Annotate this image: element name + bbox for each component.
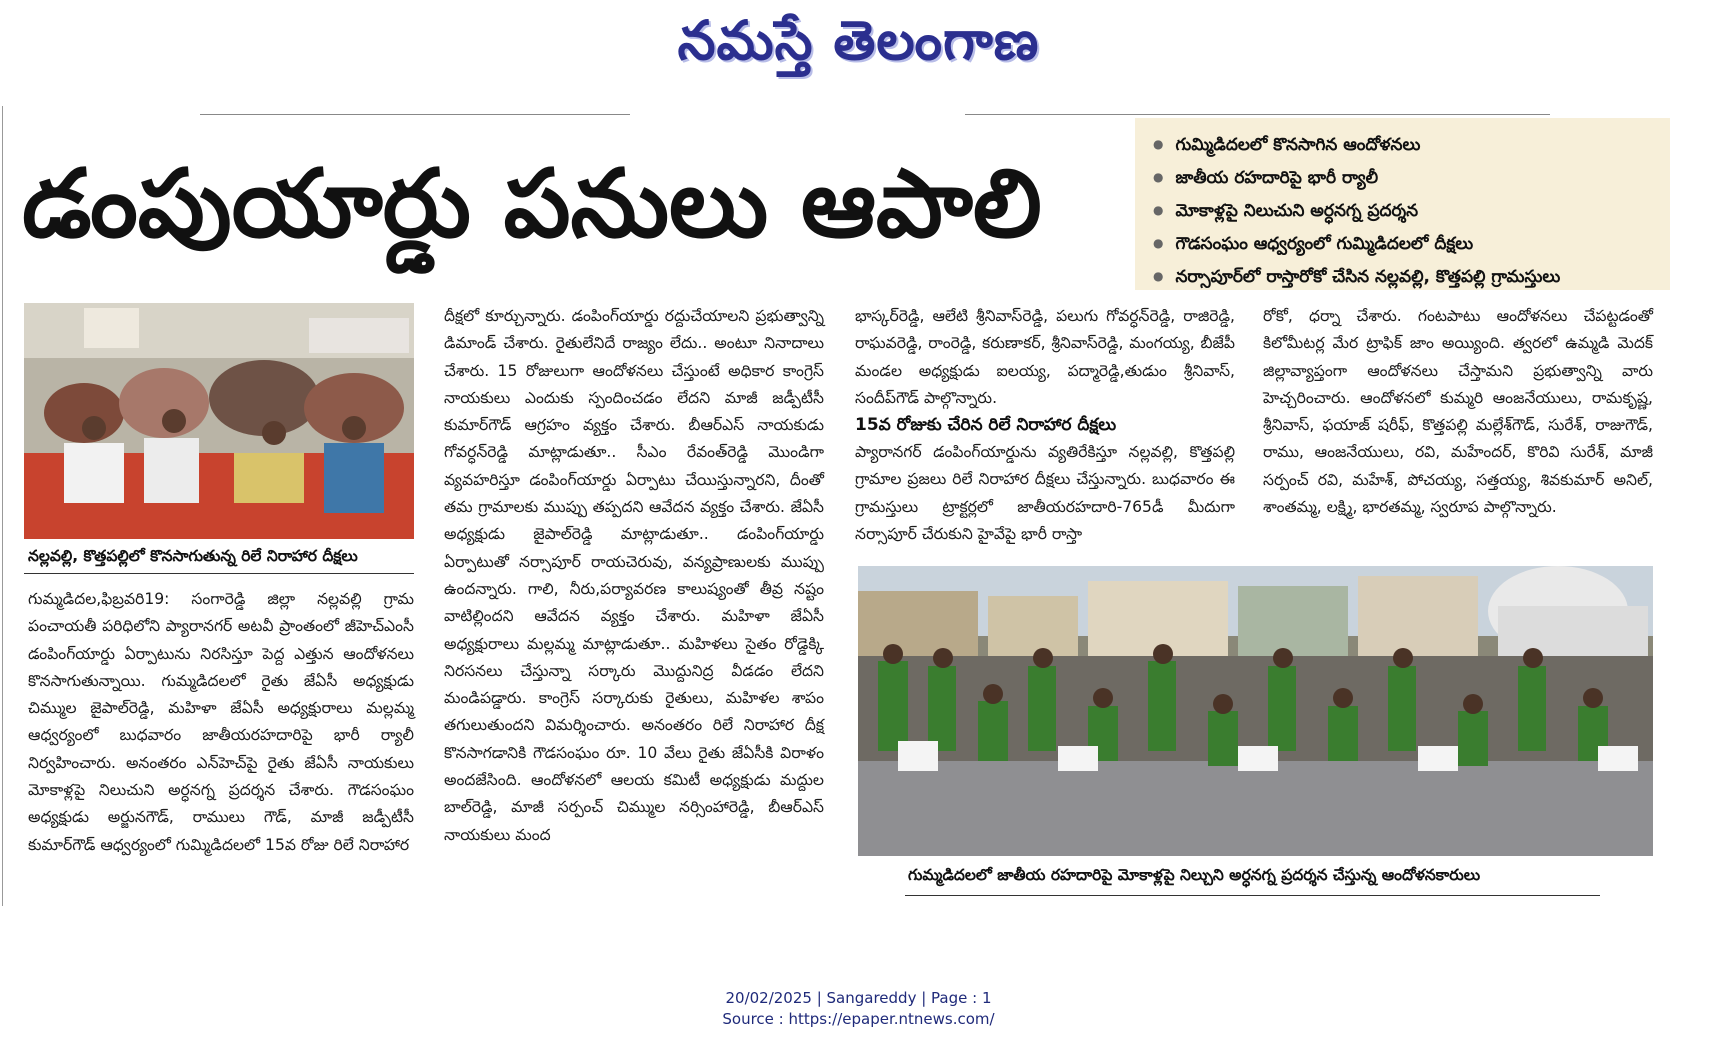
photo-caption: గుమ్మడిదలలో జాతీయ రహదారిపై మోకాళ్లపై నిల్చుని అర్ధనగ్న ప్రదర్శన చేస్తున్న ఆందోళనకారులు: [908, 866, 1481, 884]
footer-source: Source : https://epaper.ntnews.com/: [722, 1010, 995, 1028]
masthead-logo: నమస్తే తెలంగాణ: [677, 9, 1040, 72]
caption-rule: [24, 573, 414, 574]
article-col-4: [1263, 303, 1653, 521]
photo-highway-protest: [858, 566, 1653, 856]
article-col-3: [855, 303, 1235, 548]
article-paragraph: గుమ్మడిదల,ఫిబ్రవరి19: సంగారెడ్డి జిల్లా నల్లవల్లి గ్రామ పంచాయతీ పరిధిలోని ప్యారానగర్ అటవీ ప్రాంతంలో జీహెచ్ఎంసీ డంపింగ్‌యార్డు ఏర్పాటును నిరసిస్తూ పెద్ద ఎత్తున ఆందోళనలు కొనసాగుతున్నాయి. గుమ్మడిదలలో రైతు జేఏసీ అధ్యక్షుడు చిమ్ముల జైపాల్‌రెడ్డి, మహిళా జేఏసీ అధ్యక్షురాలు మల్లమ్మ ఆధ్వర్యంలో బుధవారం జాతీయరహదారిపై భారీ ర్యాలీ నిర్వహించారు. అనంతరం ఎన్‌హెచ్‌పై రైతు జేఏసీ నాయకులు మోకాళ్లపై నిలుచుని అర్ధనగ్న ప్రదర్శన చేశారు. గౌడసంఘం అధ్యక్షుడు అర్జునగౌడ్, రాములు గౌడ్, మాజీ జడ్పీటీసీ కుమార్‌గౌడ్ ఆధ్వర్యంలో గుమ్మిడిదలలో 15వ రోజు రిలే నిరాహార: [28, 590, 414, 854]
article-col-2: [444, 303, 824, 849]
headline: డంపుయార్డు పనులు ఆపాలి: [22, 150, 1042, 259]
highlights-box: [1135, 118, 1670, 290]
photo-caption: నల్లవల్లి, కొత్తపల్లిలో కొనసాగుతున్న రిలే నిరాహార దీక్షలు: [28, 547, 358, 565]
top-rule-left: [200, 114, 630, 115]
photo-hunger-strike: [24, 303, 414, 539]
highlight-item: ● గుమ్మిడిదలలో కొనసాగిన ఆందోళనలు: [1153, 128, 1660, 161]
article-col-1: [28, 586, 414, 859]
left-margin-rule: [2, 106, 3, 906]
footer-date-page: 20/02/2025 | Sangareddy | Page : 1: [725, 989, 992, 1007]
article-paragraph: భాస్కర్‌రెడ్డి, ఆలేటి శ్రీనివాస్‌రెడ్డి, పలుగు గోవర్ధన్‌రెడ్డి, రాజిరెడ్డి, రాఘవరెడ్డి, రాంరెడ్డి, కరుణాకర్, శ్రీనివాస్‌రెడ్డి, మంగయ్య, బీజేపీ మండల అధ్యక్షుడు ఐలయ్య, పద్మారెడ్డి,తుడుం శ్రీనివాస్, సందీప్‌గౌడ్ పాల్గొన్నారు.: [855, 307, 1235, 407]
article-paragraph: ప్యారానగర్ డంపింగ్‌యార్డును వ్యతిరేకిస్తూ నల్లవల్లి, కొత్తపల్లి గ్రామాల ప్రజలు రిలే నిరాహార దీక్షలు చేస్తున్నారు. బుధవారం ఈ గ్రామస్తులు ట్రాక్టర్లలో జాతీయరహదారి-765డీ మీదుగా నర్సాపూర్ చేరుకుని హైవేపై భారీ రాస్తా: [855, 443, 1235, 544]
top-rule-right: [965, 114, 1550, 115]
article-paragraph: రోకో, ధర్నా చేశారు. గంటపాటు ఆందోళనలు చేపట్టడంతో కిలోమీటర్ల మేర ట్రాఫిక్ జాం అయ్యింది. త్వరలో ఉమ్మడి మెదక్ జిల్లావ్యాప్తంగా ఆందోళనలు చేస్తామని ప్రభుత్వాన్ని వారు హెచ్చరించారు. ఆందోళనలో కుమ్మరి ఆంజనేయులు, రామకృష్ణ, శ్రీనివాస్, ఫయాజ్ షరీఫ్, కొత్తపల్లి మల్లేశ్‌గౌడ్, సురేశ్, రాజుగౌడ్, రాము, ఆంజనేయులు, రవి, మహేందర్, కొరివి సురేశ్, మాజీ సర్పంచ్ రవి, మహేశ్, పోచయ్య, సత్తయ్య, శివకుమార్ అనిల్, శాంతమ్మ, లక్ష్మి, భారతమ్మ, స్వరూప పాల్గొన్నారు.: [1263, 307, 1653, 517]
article-subheading: 15వ రోజుకు చేరిన రిలే నిరాహార దీక్షలు: [855, 415, 1117, 436]
article-paragraph: దీక్షలో కూర్చున్నారు. డంపింగ్‌యార్డు రద్దుచేయాలని ప్రభుత్వాన్ని డిమాండ్ చేశారు. రైతులేనిదే రాజ్యం లేదు.. అంటూ నినాదాలు చేశారు. 15 రోజులుగా ఆందోళనలు చేస్తుంటే అధికార కాంగ్రెస్ నాయకులు ఎందుకు స్పందించడం లేదని మాజీ జడ్పీటీసీ కుమార్‌గౌడ్ ఆగ్రహం వ్యక్తం చేశారు. బీఆర్‌ఎస్ నాయకుడు గోవర్ధన్‌రెడ్డి మాట్లాడుతూ.. సీఎం రేవంత్‌రెడ్డి మొండిగా వ్యవహరిస్తూ డంపింగ్‌యార్డు ఏర్పాటు చేయిస్తున్నారని, దీంతో తమ గ్రామాలకు ముప్పు తప్పదని ఆవేదన వ్యక్తం చేశారు. జేఏసీ అధ్యక్షుడు జైపాల్‌రెడ్డి మాట్లాడుతూ.. డంపింగ్‌యార్డు ఏర్పాటుతో నర్సాపూర్ రాయచెరువు, వన్యప్రాణులకు ముప్పు ఉందన్నారు. గాలి, నీరు,పర్యావరణ కాలుష్యంతో తీవ్ర నష్టం వాటిల్లిందని ఆవేదన వ్యక్తం చేశారు. మహిళా జేఏసీ అధ్యక్షురాలు మల్లమ్మ మాట్లాడుతూ.. మహిళలు సైతం రోడ్డెక్కి నిరసనలు చేస్తున్నా సర్కారు మొద్దునిద్ర వీడడం లేదని మండిపడ్డారు. కాంగ్రెస్ సర్కారుకు రైతులు, మహిళల శాపం తగులుతుందని విమర్శించారు. అనంతరం రిలే నిరాహార దీక్ష కొనసాగడానికి గౌడసంఘం రూ. 10 వేలు రైతు జేఏసీకి విరాళం అందజేసింది. ఆందోళనలో ఆలయ కమిటీ అధ్యక్షుడు మద్దుల బాల్‌రెడ్డి, మాజీ సర్పంచ్ చిమ్ముల నర్సింహారెడ్డి, బీఆర్‌ఎస్ నాయకులు మంద: [444, 307, 824, 844]
highlight-item: ● మోకాళ్లపై నిలుచుని అర్ధనగ్న ప్రదర్శన: [1153, 194, 1660, 227]
highlight-item: ● జాతీయ రహదారిపై భారీ ర్యాలీ: [1153, 161, 1660, 194]
highlight-item: ● గౌడసంఘం ఆధ్వర్యంలో గుమ్మిడిదలలో దీక్షలు: [1153, 227, 1660, 260]
caption-rule: [905, 895, 1600, 896]
highlight-item: ● నర్సాపూర్‌లో రాస్తారోకో చేసిన నల్లవల్లి, కొత్తపల్లి గ్రామస్తులు: [1153, 260, 1660, 293]
